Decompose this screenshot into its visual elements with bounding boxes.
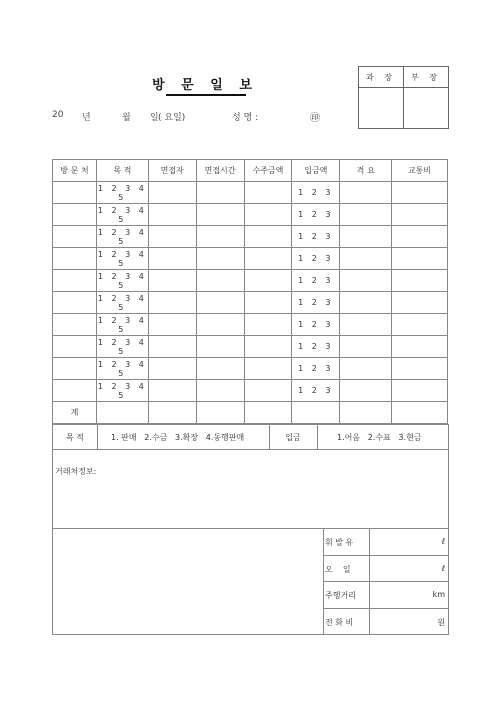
date-year-unit: 년 [82, 113, 91, 123]
total-cell[interactable] [244, 402, 292, 424]
order-amount-cell[interactable] [244, 182, 292, 204]
visit-place-cell[interactable] [53, 314, 97, 336]
purpose-cell[interactable]: 1 2 3 4 5 [97, 359, 147, 378]
header-interviewee: 면접자 [148, 160, 196, 182]
transport-cost-cell[interactable] [392, 182, 448, 204]
client-info-label: 거래처정보: [55, 467, 97, 476]
summary-cell[interactable] [340, 270, 392, 292]
interview-time-cell[interactable] [196, 270, 244, 292]
transport-cost-cell[interactable] [392, 336, 448, 358]
seal-icon: ㊞ [310, 113, 320, 124]
purpose-row-label: 목 적 [66, 433, 84, 442]
purpose-cell[interactable]: 1 2 3 4 5 [97, 271, 147, 290]
expense-unit: ℓ [441, 563, 445, 573]
summary-cell[interactable] [340, 248, 392, 270]
summary-cell[interactable] [340, 226, 392, 248]
table-header-row [53, 160, 448, 182]
total-cell[interactable] [196, 402, 244, 424]
interview-time-cell[interactable] [196, 182, 244, 204]
approval-sign-director[interactable] [404, 88, 449, 129]
deposit-cell[interactable]: 1 2 3 [292, 292, 340, 314]
table-row [53, 248, 448, 270]
purpose-cell[interactable]: 1 2 3 4 5 [97, 315, 147, 334]
table-row [53, 314, 448, 336]
total-cell[interactable] [392, 402, 448, 424]
expense-unit: 원 [437, 617, 445, 627]
header-purpose: 목 적 [96, 160, 148, 182]
interviewee-cell[interactable] [148, 380, 196, 402]
table-row [53, 270, 448, 292]
purpose-cell[interactable]: 1 2 3 4 5 [97, 293, 147, 312]
summary-cell[interactable] [340, 292, 392, 314]
total-label: 계 [53, 402, 97, 424]
title-underline [166, 94, 246, 96]
page-title: 방 문 일 보 [152, 78, 258, 93]
interview-time-cell[interactable] [196, 292, 244, 314]
approval-header-director: 부 장 [404, 67, 449, 88]
expense-label: 오 일 [325, 564, 351, 574]
interviewee-cell[interactable] [148, 358, 196, 380]
interview-time-cell[interactable] [196, 204, 244, 226]
table-row [53, 380, 448, 402]
deposit-label: 입금 [285, 433, 301, 442]
header-interview-time: 면접시간 [196, 160, 244, 182]
interviewee-cell[interactable] [148, 182, 196, 204]
deposit-cell[interactable]: 1 2 3 [292, 336, 340, 358]
expense-label: 전 화 비 [325, 617, 354, 627]
purpose-cell[interactable]: 1 2 3 4 5 [97, 183, 147, 202]
interview-time-cell[interactable] [196, 248, 244, 270]
visit-place-cell[interactable] [53, 336, 97, 358]
table-row [53, 336, 448, 358]
purpose-options: 1. 판매 2.수금 3.확장 4.동행판매 [111, 433, 245, 442]
interviewee-cell[interactable] [148, 314, 196, 336]
date-year: 20 [52, 110, 64, 120]
date-month: 월 [122, 113, 131, 123]
transport-cost-cell[interactable] [392, 292, 448, 314]
deposit-options: 1.어음 2.수표 3.현금 [337, 433, 422, 442]
visit-place-cell[interactable] [53, 380, 97, 402]
transport-cost-cell[interactable] [392, 226, 448, 248]
summary-cell[interactable] [340, 314, 392, 336]
divider [317, 425, 318, 449]
purpose-cell[interactable]: 1 2 3 4 5 [97, 337, 147, 356]
approval-sign-manager[interactable] [359, 88, 404, 129]
visit-place-cell[interactable] [53, 226, 97, 248]
date-day: 일 [150, 113, 159, 123]
interview-time-cell[interactable] [196, 314, 244, 336]
total-cell[interactable] [340, 402, 392, 424]
purpose-cell[interactable]: 1 2 3 4 5 [97, 227, 147, 246]
interview-time-cell[interactable] [196, 380, 244, 402]
interviewee-cell[interactable] [148, 226, 196, 248]
summary-cell[interactable] [340, 380, 392, 402]
visit-place-cell[interactable] [53, 270, 97, 292]
order-amount-cell[interactable] [244, 292, 292, 314]
transport-cost-cell[interactable] [392, 380, 448, 402]
header-transport-cost: 교통비 [392, 160, 448, 182]
visit-place-cell[interactable] [53, 182, 97, 204]
summary-cell[interactable] [340, 358, 392, 380]
purpose-row [52, 424, 449, 450]
summary-cell[interactable] [340, 204, 392, 226]
order-amount-cell[interactable] [244, 270, 292, 292]
transport-cost-cell[interactable] [392, 204, 448, 226]
deposit-cell[interactable]: 1 2 3 [292, 226, 340, 248]
divider [97, 425, 98, 449]
date-weekday: ( 요일) [158, 113, 186, 123]
client-info-box[interactable] [52, 448, 449, 529]
purpose-cell[interactable]: 1 2 3 4 5 [97, 249, 147, 268]
interview-time-cell[interactable] [196, 336, 244, 358]
interview-time-cell[interactable] [196, 358, 244, 380]
visit-table [52, 159, 448, 424]
order-amount-cell[interactable] [244, 226, 292, 248]
approval-box [358, 66, 449, 129]
transport-cost-cell[interactable] [392, 248, 448, 270]
header-order-amount: 수주금액 [244, 160, 292, 182]
deposit-cell[interactable]: 1 2 3 [292, 380, 340, 402]
deposit-cell[interactable]: 1 2 3 [292, 204, 340, 226]
transport-cost-cell[interactable] [392, 314, 448, 336]
interviewee-cell[interactable] [148, 204, 196, 226]
header-summary: 격 요 [340, 160, 392, 182]
deposit-cell[interactable]: 1 2 3 [292, 358, 340, 380]
deposit-cell[interactable]: 1 2 3 [292, 270, 340, 292]
summary-cell[interactable] [340, 182, 392, 204]
order-amount-cell[interactable] [244, 248, 292, 270]
interviewee-cell[interactable] [148, 292, 196, 314]
total-row [53, 402, 448, 424]
expense-unit: km [432, 590, 445, 599]
expense-unit: ℓ [441, 537, 445, 546]
summary-cell[interactable] [340, 336, 392, 358]
visit-place-cell[interactable] [53, 292, 97, 314]
visit-place-cell[interactable] [53, 204, 97, 226]
total-cell[interactable] [148, 402, 196, 424]
expense-label: 휘 발 유 [325, 538, 354, 547]
deposit-cell[interactable]: 1 2 3 [292, 314, 340, 336]
visit-place-cell[interactable] [53, 358, 97, 380]
interview-time-cell[interactable] [196, 226, 244, 248]
interviewee-cell[interactable] [148, 248, 196, 270]
transport-cost-cell[interactable] [392, 270, 448, 292]
table-row [53, 182, 448, 204]
table-row [53, 204, 448, 226]
order-amount-cell[interactable] [244, 204, 292, 226]
total-cell[interactable] [96, 402, 148, 424]
table-row [53, 358, 448, 380]
deposit-cell[interactable]: 1 2 3 [292, 248, 340, 270]
interviewee-cell[interactable] [148, 270, 196, 292]
header-deposit-amount: 입금액 [292, 160, 340, 182]
order-amount-cell[interactable] [244, 380, 292, 402]
approval-header-manager: 과 장 [359, 67, 404, 88]
transport-cost-cell[interactable] [392, 358, 448, 380]
purpose-cell[interactable]: 1 2 3 4 5 [97, 381, 147, 400]
expense-label: 주행거리 [325, 591, 356, 600]
visit-place-cell[interactable] [53, 248, 97, 270]
name-label: 성 명 : [232, 113, 259, 123]
table-row [53, 292, 448, 314]
expenses-box [52, 528, 449, 635]
header-visit-place: 방 문 처 [53, 160, 97, 182]
deposit-cell[interactable]: 1 2 3 [292, 182, 340, 204]
order-amount-cell[interactable] [244, 314, 292, 336]
table-row [53, 226, 448, 248]
purpose-cell[interactable]: 1 2 3 4 5 [97, 205, 147, 224]
order-amount-cell[interactable] [244, 336, 292, 358]
order-amount-cell[interactable] [244, 358, 292, 380]
total-cell[interactable] [292, 402, 340, 424]
interviewee-cell[interactable] [148, 336, 196, 358]
